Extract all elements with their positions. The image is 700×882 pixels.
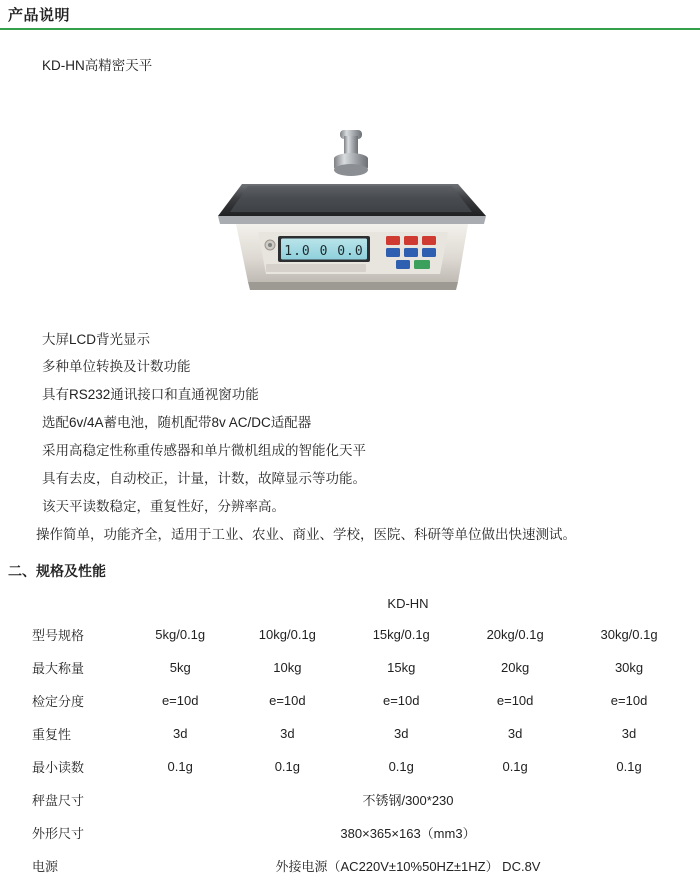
page-title: 产品说明 (8, 6, 71, 24)
list-item: 大屏LCD背光显示 (42, 331, 151, 347)
table-cell: 10kg (273, 660, 302, 675)
list-item: 具有RS232通讯接口和直通视窗功能 (42, 387, 259, 403)
table-cell: 0.1g (388, 759, 414, 774)
list-item: 选配6v/4A蓄电池，随机配带8v AC/DC适配器 (42, 415, 312, 431)
table-row (14, 849, 686, 882)
table-cell: e=10d (161, 693, 199, 708)
feature-list (0, 326, 700, 549)
table-row (14, 589, 686, 618)
spec-table (14, 589, 686, 882)
column-header: 5kg/0.1g (155, 627, 206, 642)
list-item: 多种单位转换及计数功能 (42, 359, 191, 375)
table-row (14, 651, 686, 684)
spec-table-wrap (0, 589, 700, 882)
table-cell: 0.1g (167, 759, 193, 774)
svg-text:1.0 0 0.0: 1.0 0 0.0 (284, 244, 364, 259)
table-cell: 0.1g (502, 759, 528, 774)
scale-body (236, 224, 468, 290)
spec-row-label: 外形尺寸 (32, 826, 85, 841)
list-item: 操作简单，功能齐全，适用于工业、农业、商业、学校，医院、科研等单位做出快速测试。 (36, 526, 576, 542)
table-row (14, 750, 686, 783)
table-cell: 3d (280, 726, 295, 741)
table-cell: 0.1g (616, 759, 642, 774)
weighing-pan (218, 184, 486, 224)
product-image (0, 92, 700, 312)
scale-illustration (200, 112, 500, 312)
section-header (0, 0, 700, 30)
table-cell: e=10d (382, 693, 420, 708)
column-header: 10kg/0.1g (258, 627, 316, 642)
list-item: 采用高稳定性称重传感器和单片微机组成的智能化天平 (42, 443, 366, 458)
table-cell: 0.1g (274, 759, 300, 774)
table-cell: 15kg (387, 660, 416, 675)
table-cell: 3d (507, 726, 523, 741)
table-row (14, 717, 686, 750)
table-row (14, 783, 686, 816)
table-cell: 3d (394, 726, 409, 741)
list-item: 具有去皮，自动校正，计量，计数，故障显示等功能。 (42, 470, 366, 486)
table-row (14, 618, 686, 651)
table-cell: 3d (621, 726, 637, 741)
column-header: 30kg/0.1g (600, 627, 658, 642)
spec-row-label: 最小读数 (32, 760, 85, 775)
column-header: 15kg/0.1g (372, 627, 430, 642)
spec-section-heading: 二、规格及性能 (8, 563, 106, 579)
table-row (14, 684, 686, 717)
product-name: KD-HN高精密天平 (42, 58, 153, 73)
table-cell: 20kg (501, 660, 530, 675)
table-cell: e=10d (269, 693, 306, 708)
table-cell: 不锈钢/300*230 (362, 793, 454, 808)
spec-row-label: 秤盘尺寸 (32, 793, 85, 808)
table-cell: 380×365×163（mm3） (340, 826, 476, 841)
spec-row-label: 最大称量 (32, 661, 85, 676)
table-cell: 外接电源（AC220V±10%50HZ±1HZ） DC.8V (275, 859, 541, 874)
calibration-weight-icon (334, 130, 368, 176)
spec-row-label: 电源 (32, 859, 59, 874)
table-cell: 30kg (614, 660, 644, 675)
model-title: KD-HN (387, 596, 429, 611)
spec-row-label: 检定分度 (32, 694, 85, 709)
table-row (14, 816, 686, 849)
table-cell: e=10d (496, 693, 534, 708)
spec-row-label (14, 589, 130, 618)
column-header: 20kg/0.1g (486, 627, 544, 642)
list-item: 该天平读数稳定，重复性好，分辨率高。 (42, 498, 285, 514)
table-cell: 3d (172, 726, 188, 741)
table-cell: 5kg (169, 660, 191, 675)
spec-row-label: 重复性 (32, 727, 72, 742)
spec-row-label: 型号规格 (32, 628, 85, 643)
table-cell: e=10d (610, 693, 648, 708)
